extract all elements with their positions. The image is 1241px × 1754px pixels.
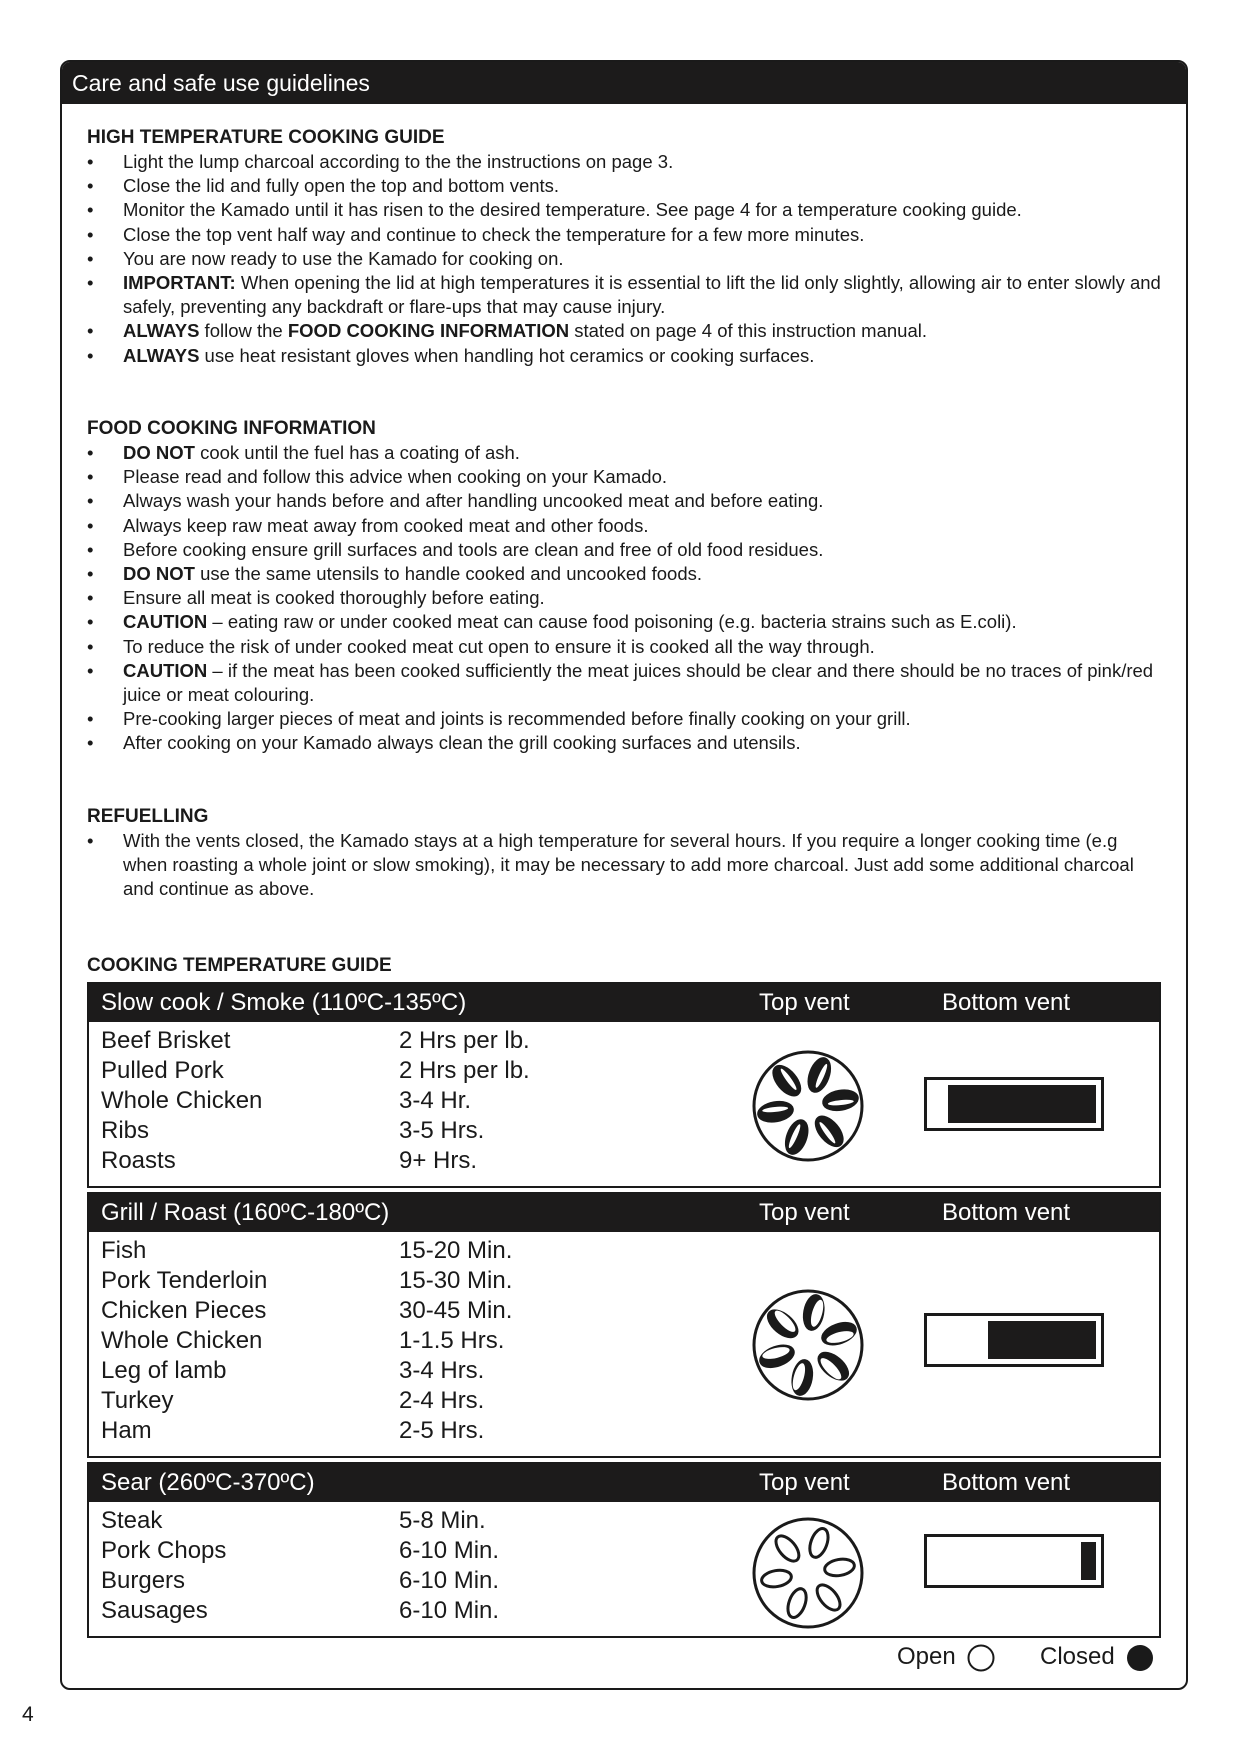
- table-title: Grill / Roast (160ºC-180ºC): [101, 1199, 390, 1226]
- list-item: • Always wash your hands before and after handling uncooked meat and before eating.: [87, 489, 1161, 513]
- table-row: Pulled Pork 2 Hrs per lb.: [101, 1057, 530, 1084]
- table-row: Burgers 6-10 Min.: [101, 1567, 500, 1594]
- high-temp-section: [87, 126, 1161, 368]
- top-vent-header: Top vent: [759, 1469, 850, 1496]
- table-row: Roasts 9+ Hrs.: [101, 1147, 478, 1174]
- list-item: • Light the lump charcoal according to the the instructions on page 3.: [87, 150, 1161, 174]
- table-row: Ham 2-5 Hrs.: [101, 1417, 485, 1444]
- list-item: • With the vents closed, the Kamado stays at a high temperature for several hours. If you require a longer cooking time (e.g when roasting a whole joint or slow smoking), it may be necessary to add more charcoal. Just add some additional charcoal and continue as above.: [87, 829, 1161, 902]
- list-item: • Always keep raw meat away from cooked meat and other foods.: [87, 514, 1161, 538]
- table-row: Beef Brisket 2 Hrs per lb.: [101, 1027, 530, 1054]
- legend-open: Open: [897, 1642, 996, 1673]
- list-item: • CAUTION – if the meat has been cooked sufficiently the meat juices should be clear and there should be no traces of pink/red juice or meat colouring.: [87, 659, 1161, 707]
- bottom-vent-closed-portion: [988, 1321, 1096, 1359]
- refuelling-section: [87, 805, 1161, 902]
- page-title: Care and safe use guidelines: [62, 62, 1186, 104]
- list-item: • Pre-cooking larger pieces of meat and joints is recommended before finally cooking on your grill.: [87, 707, 1161, 731]
- list-item: • ALWAYS use heat resistant gloves when handling hot ceramics or cooking surfaces.: [87, 344, 1161, 368]
- food-info-section: [87, 417, 1161, 756]
- refuelling-list: [87, 829, 1161, 902]
- table-row: Fish 15-20 Min.: [101, 1237, 513, 1264]
- list-item: • Monitor the Kamado until it has risen to the desired temperature. See page 4 for a temperature cooking guide.: [87, 198, 1161, 222]
- table-row: Ribs 3-5 Hrs.: [101, 1117, 485, 1144]
- table-row: Whole Chicken 3-4 Hr.: [101, 1087, 472, 1114]
- list-item: • To reduce the risk of under cooked meat cut open to ensure it is cooked all the way through.: [87, 635, 1161, 659]
- table-row: Turkey 2-4 Hrs.: [101, 1387, 485, 1414]
- grill-roast-table: [87, 1192, 1161, 1458]
- list-item: • After cooking on your Kamado always clean the grill cooking surfaces and utensils.: [87, 731, 1161, 755]
- list-item: • DO NOT use the same utensils to handle cooked and uncooked foods.: [87, 562, 1161, 586]
- list-item: • DO NOT cook until the fuel has a coating of ash.: [87, 441, 1161, 465]
- table-title: Sear (260ºC-370ºC): [101, 1469, 315, 1496]
- list-item: • Before cooking ensure grill surfaces and tools are clean and free of old food residues.: [87, 538, 1161, 562]
- legend-closed: Closed: [1040, 1642, 1155, 1673]
- bottom-vent-closed-portion: [1081, 1542, 1096, 1580]
- closed-circle-icon: [1125, 1643, 1155, 1673]
- list-item: • IMPORTANT: When opening the lid at high temperatures it is essential to lift the lid only slightly, allowing air to enter slowly and safely, preventing any backdraft or flare-ups that may cause injury.: [87, 271, 1161, 319]
- food-info-title: FOOD COOKING INFORMATION: [87, 418, 376, 439]
- table-row: Pork Tenderloin 15-30 Min.: [101, 1267, 513, 1294]
- table-row: Leg of lamb 3-4 Hrs.: [101, 1357, 485, 1384]
- list-item: • Ensure all meat is cooked thoroughly before eating.: [87, 586, 1161, 610]
- table-row: Whole Chicken 1-1.5 Hrs.: [101, 1327, 505, 1354]
- bottom-vent-icon: [924, 1313, 1104, 1367]
- list-item: • Close the top vent half way and continue to check the temperature for a few more minutes.: [87, 223, 1161, 247]
- list-item: • ALWAYS follow the FOOD COOKING INFORMATION stated on page 4 of this instruction manual.: [87, 319, 1161, 343]
- top-vent-icon: [751, 1049, 865, 1163]
- top-vent-icon: [751, 1516, 865, 1630]
- cooking-guide-title: COOKING TEMPERATURE GUIDE: [87, 955, 392, 976]
- sear-table: [87, 1462, 1161, 1638]
- bottom-vent-header: Bottom vent: [942, 1199, 1071, 1226]
- list-item: • Please read and follow this advice when cooking on your Kamado.: [87, 465, 1161, 489]
- bottom-vent-icon: [924, 1534, 1104, 1588]
- high-temp-title: HIGH TEMPERATURE COOKING GUIDE: [87, 127, 445, 148]
- list-item: • You are now ready to use the Kamado for cooking on.: [87, 247, 1161, 271]
- table-row: Sausages 6-10 Min.: [101, 1597, 500, 1624]
- high-temp-list: [87, 150, 1161, 368]
- slow-cook-table: [87, 982, 1161, 1188]
- bottom-vent-header: Bottom vent: [942, 1469, 1071, 1496]
- top-vent-header: Top vent: [759, 1199, 850, 1226]
- page-number: 4: [22, 1703, 34, 1726]
- bottom-vent-header: Bottom vent: [942, 989, 1071, 1016]
- table-header: [89, 1464, 1159, 1502]
- refuelling-title: REFUELLING: [87, 806, 209, 827]
- table-row: Steak 5-8 Min.: [101, 1507, 486, 1534]
- bottom-vent-icon: [924, 1077, 1104, 1131]
- list-item: • CAUTION – eating raw or under cooked meat can cause food poisoning (e.g. bacteria strains such as E.coli).: [87, 610, 1161, 634]
- bottom-vent-closed-portion: [948, 1085, 1096, 1123]
- table-header: [89, 1194, 1159, 1232]
- top-vent-header: Top vent: [759, 989, 850, 1016]
- table-title: Slow cook / Smoke (110ºC-135ºC): [101, 989, 467, 1016]
- food-info-list: [87, 441, 1161, 756]
- guidelines-frame: [60, 60, 1188, 1690]
- list-item: • Close the lid and fully open the top and bottom vents.: [87, 174, 1161, 198]
- table-row: Chicken Pieces 30-45 Min.: [101, 1297, 513, 1324]
- table-header: [89, 984, 1159, 1022]
- cooking-guide-title-wrap: [87, 954, 1161, 978]
- top-vent-icon: [751, 1288, 865, 1402]
- open-circle-icon: [966, 1643, 996, 1673]
- table-row: Pork Chops 6-10 Min.: [101, 1537, 500, 1564]
